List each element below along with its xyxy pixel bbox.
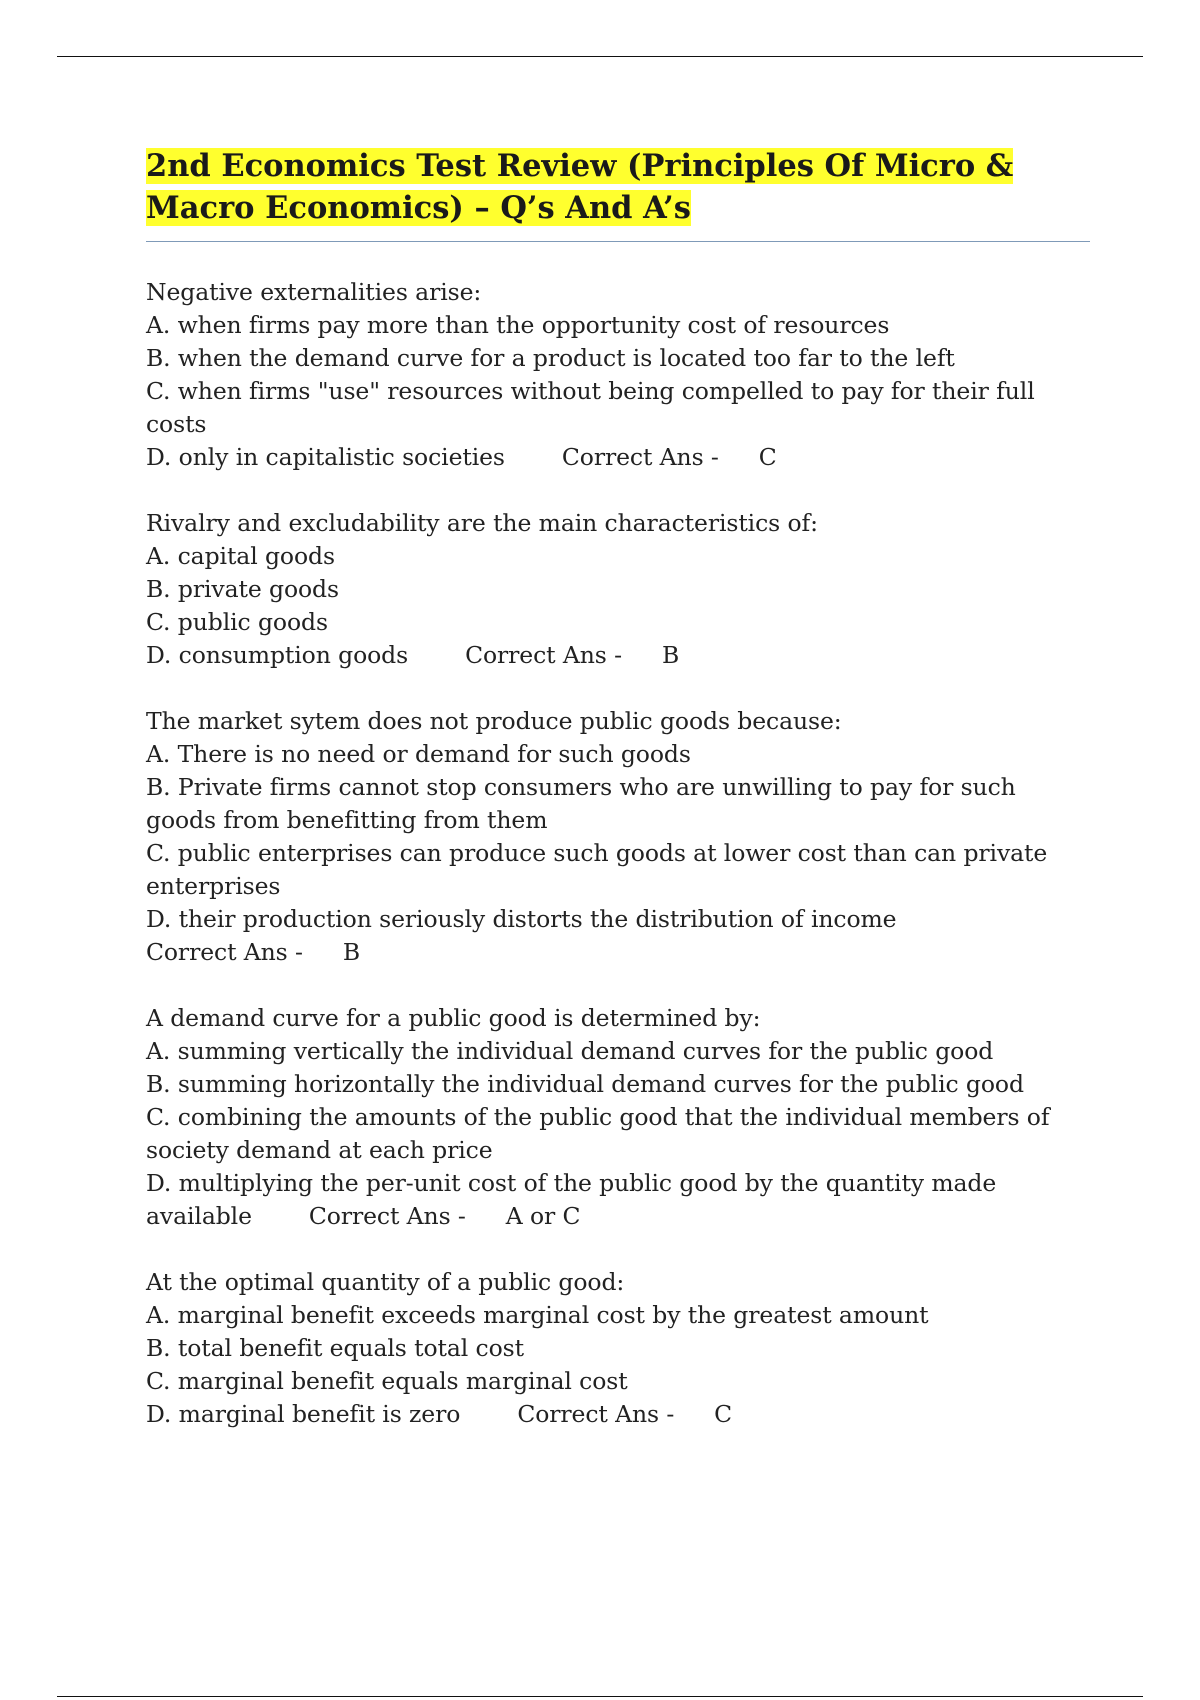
question-block-2 <box>146 507 1090 672</box>
option-a: A. capital goods <box>146 542 335 570</box>
document-body <box>146 145 1090 1464</box>
option-d: D. their production seriously distorts the distribution of income <box>146 905 897 933</box>
correct-answer-label: Correct Ans - <box>308 1202 466 1230</box>
question-text: The market sytem does not produce public goods because: <box>146 707 842 735</box>
option-c: C. public enterprises can produce such goods at lower cost than can private enterprises <box>146 839 1048 900</box>
option-d: D. marginal benefit is zero <box>146 1400 461 1428</box>
question-block-3 <box>146 705 1090 969</box>
option-d: D. consumption goods <box>146 641 409 669</box>
correct-answer-value: B <box>661 641 680 669</box>
answer-line <box>146 936 1090 969</box>
option-b: B. private goods <box>146 575 339 603</box>
question-text: At the optimal quantity of a public good: <box>146 1268 625 1296</box>
option-a: A. marginal benefit exceeds marginal cost by the greatest amount <box>146 1301 929 1329</box>
option-a: A. There is no need or demand for such goods <box>146 740 691 768</box>
option-b: B. Private firms cannot stop consumers who are unwilling to pay for such goods from benefitting from them <box>146 773 1016 834</box>
correct-answer-value: C <box>714 1400 733 1428</box>
correct-answer-label: Correct Ans - <box>517 1400 675 1428</box>
option-d: D. only in capitalistic societies <box>146 443 505 471</box>
option-d-line <box>146 639 1090 672</box>
option-d: D. multiplying the per-unit cost of the public good by the quantity made available <box>146 1169 997 1230</box>
option-c: C. when firms "use" resources without being compelled to pay for their full costs <box>146 377 1035 438</box>
option-c: C. combining the amounts of the public good that the individual members of society demand at each price <box>146 1103 1050 1164</box>
question-block-5 <box>146 1266 1090 1431</box>
title-highlight: 2nd Economics Test Review (Principles Of Micro & Macro Economics) – Q’s And A’s <box>146 148 1014 226</box>
option-b: B. when the demand curve for a product is located too far to the left <box>146 344 955 372</box>
option-d-line <box>146 441 1090 474</box>
page-top-rule <box>57 56 1143 57</box>
correct-answer-value: B <box>342 938 361 966</box>
option-c: C. marginal benefit equals marginal cost <box>146 1367 628 1395</box>
option-b: B. summing horizontally the individual demand curves for the public good <box>146 1070 1024 1098</box>
option-c: C. public goods <box>146 608 328 636</box>
correct-answer-value: C <box>758 443 777 471</box>
question-text: A demand curve for a public good is determined by: <box>146 1004 761 1032</box>
page-bottom-rule <box>57 1696 1143 1697</box>
question-list <box>146 276 1090 1431</box>
question-block-4 <box>146 1002 1090 1233</box>
correct-answer-value: A or C <box>505 1202 581 1230</box>
correct-answer-label: Correct Ans - <box>561 443 719 471</box>
correct-answer-label: Correct Ans - <box>146 938 303 966</box>
option-a: A. summing vertically the individual demand curves for the public good <box>146 1037 994 1065</box>
option-b: B. total benefit equals total cost <box>146 1334 524 1362</box>
correct-answer-label: Correct Ans - <box>465 641 622 669</box>
option-a: A. when firms pay more than the opportunity cost of resources <box>146 311 890 339</box>
option-d-line <box>146 1398 1090 1431</box>
question-text: Rivalry and excludability are the main characteristics of: <box>146 509 818 537</box>
question-block-1 <box>146 276 1090 474</box>
option-d-line <box>146 1167 1090 1233</box>
question-text: Negative externalities arise: <box>146 278 482 306</box>
document-title <box>146 145 1090 242</box>
